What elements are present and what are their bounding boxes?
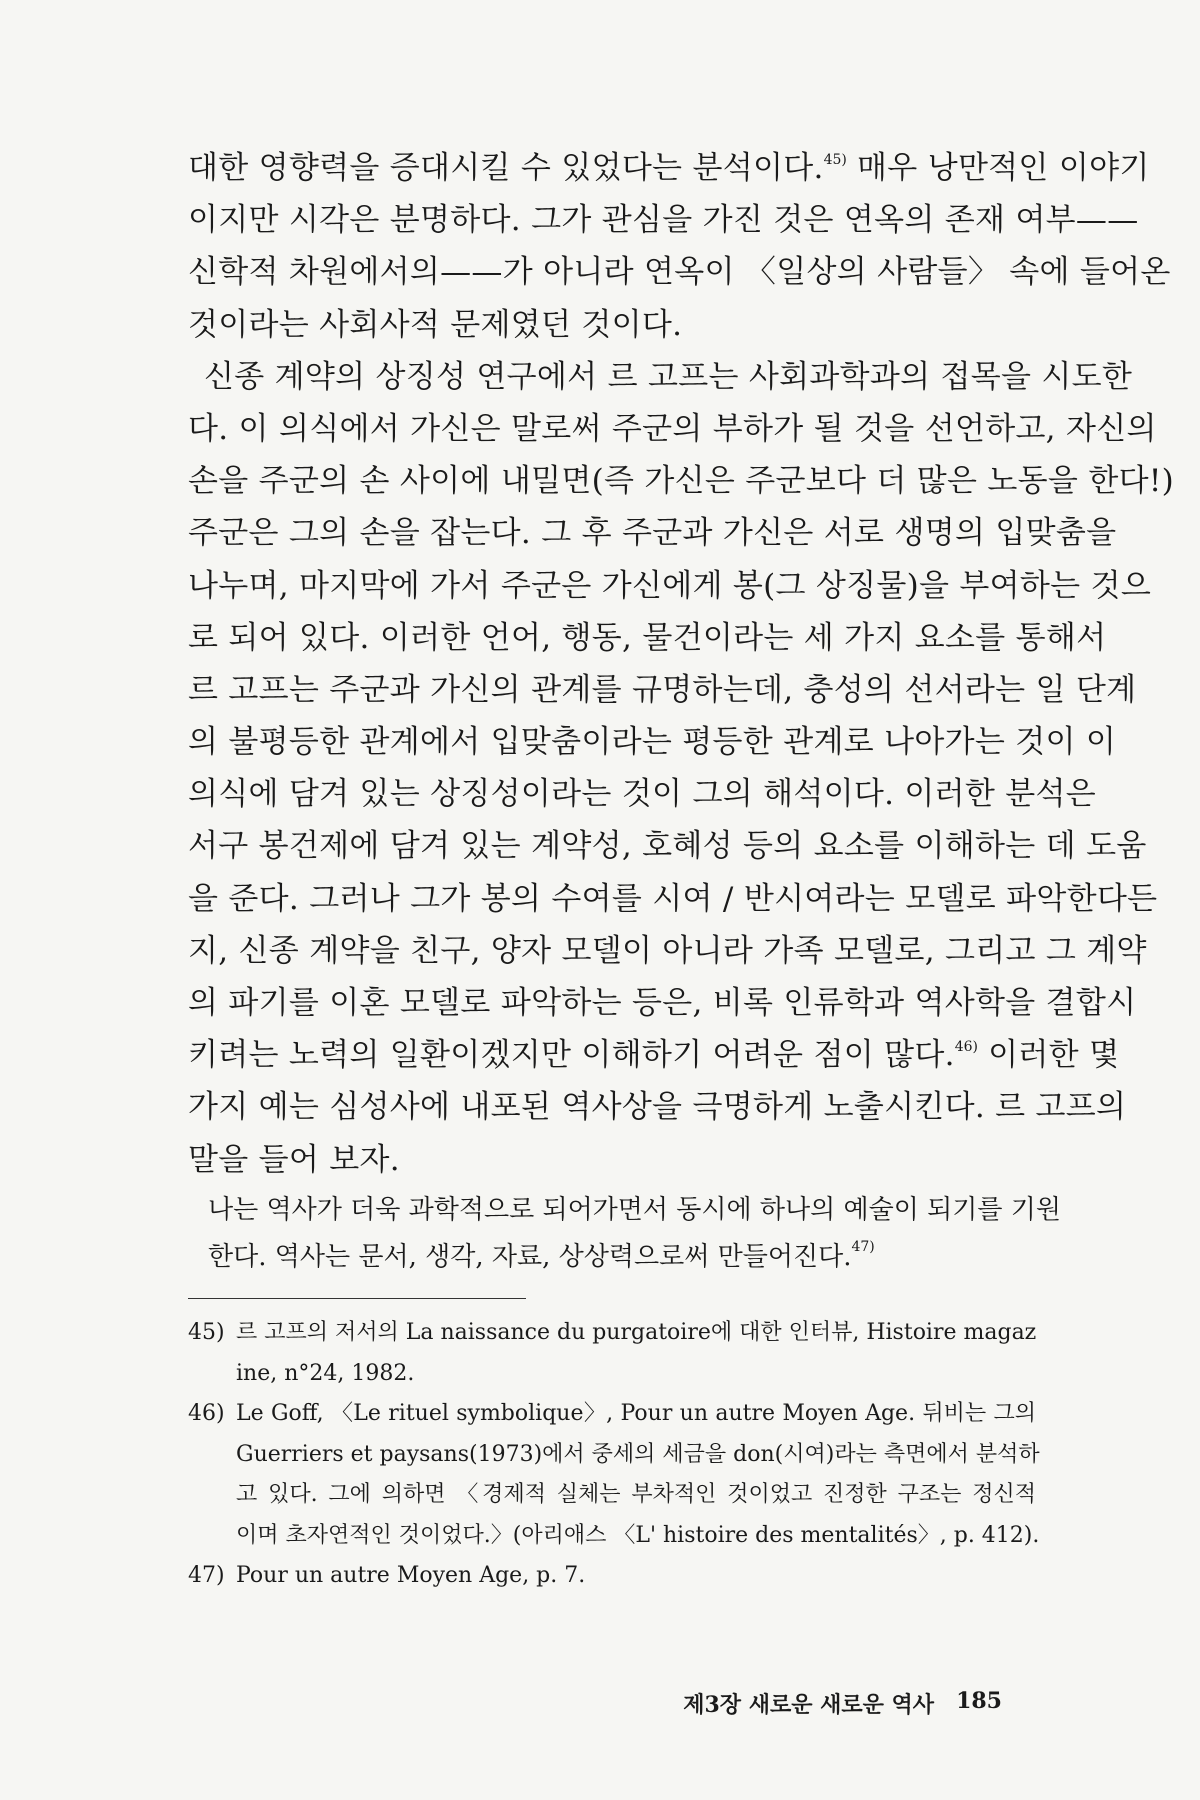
body-line: 가지 예는 심성사에 내포된 역사상을 극명하게 노출시킨다. 르 고프의: [188, 1089, 1127, 1126]
body-line: 로 되어 있다. 이러한 언어, 행동, 물건이라는 세 가지 요소를 통해서: [188, 619, 1107, 656]
footnote-line: Le Goff, 〈Le rituel symbolique〉, Pour un autre Moyen Age. 뒤비는 그의: [236, 1401, 1036, 1426]
footnote-47: [188, 1556, 1036, 1597]
footnote-number: 45): [188, 1320, 225, 1345]
footnote-line: 고 있다. 그에 의하면 〈경제적 실체는 부차적인 것이었고 진정한 구조는 정신적: [236, 1482, 1036, 1507]
footnote-ref-47[interactable]: 47): [851, 1239, 875, 1255]
quote-line: [208, 1234, 1036, 1281]
footnote-line: 이며 초자연적인 것이었다.〉(아리애스 〈L' histoire des mentalités〉, p. 412).: [236, 1522, 1040, 1548]
body-line: 말을 들어 보자.: [188, 1141, 400, 1178]
body-text: [188, 142, 1174, 1186]
body-line: 의식에 담겨 있는 상징성이라는 것이 그의 해석이다. 이러한 분석은: [188, 776, 1097, 813]
body-line: 신종 계약의 상징성 연구에서 르 고프는 사회과학과의 접목을 시도한: [204, 358, 1133, 395]
quote-line-text: 한다. 역사는 문서, 생각, 자료, 상상력으로써 만들어진다.: [208, 1242, 852, 1272]
footnote-divider: [188, 1298, 526, 1299]
page-footer: [683, 1688, 1002, 1719]
page-number: 185: [956, 1688, 1002, 1714]
body-line: 신학적 차원에서의——가 아니라 연옥이 〈일상의 사람들〉 속에 들어온: [188, 254, 1171, 291]
quote-line: 나는 역사가 더욱 과학적으로 되어가면서 동시에 하나의 예술이 되기를 기원: [208, 1195, 1061, 1225]
body-line: [188, 142, 1150, 194]
body-line: 주군은 그의 손을 잡는다. 그 후 주군과 가신은 서로 생명의 입맞춤을: [188, 515, 1117, 552]
body-line: 르 고프는 주군과 가신의 관계를 규명하는데, 충성의 선서라는 일 단계: [188, 671, 1137, 708]
body-line: 지, 신종 계약을 친구, 양자 모델이 아니라 가족 모델로, 그리고 그 계약: [188, 932, 1147, 969]
block-quote: [208, 1187, 1061, 1281]
body-line: [188, 1029, 1120, 1081]
footnote-45: [188, 1313, 1036, 1394]
body-line: 서구 봉건제에 담겨 있는 계약성, 호혜성 등의 요소를 이해하는 데 도움: [188, 828, 1147, 865]
footnotes: [188, 1313, 1040, 1597]
footnote-line: ine, n°24, 1982.: [236, 1360, 415, 1386]
footnote-ref-46[interactable]: 46): [954, 1039, 979, 1056]
body-line-text: 키려는 노력의 일환이겠지만 이해하기 어려운 점이 많다.: [188, 1037, 955, 1074]
footnote-line: Pour un autre Moyen Age, p. 7.: [236, 1563, 586, 1588]
body-line: 의 파기를 이혼 모델로 파악하는 등은, 비록 인류학과 역사학을 결합시: [188, 985, 1137, 1021]
footnote-46: [188, 1394, 1040, 1556]
footnote-line: 르 고프의 저서의 La naissance du purgatoire에 대한 인터뷰, Histoire magaz: [236, 1320, 1037, 1345]
body-line: 나누며, 마지막에 가서 주군은 가신에게 봉(그 상징물)을 부여하는 것으: [188, 567, 1152, 604]
body-line-text: 매우 낭만적인 이야기: [857, 150, 1150, 186]
footnote-number: 47): [188, 1563, 225, 1588]
body-line: 다. 이 의식에서 가신은 말로써 주군의 부하가 될 것을 선언하고, 자신의: [188, 410, 1157, 447]
running-head-chapter: 제3장 새로운 새로운 역사: [683, 1692, 935, 1718]
body-line: 을 준다. 그러나 그가 봉의 수여를 시여 / 반시여라는 모델로 파악한다든: [188, 880, 1158, 917]
body-line: 의 불평등한 관계에서 입맞춤이라는 평등한 관계로 나아가는 것이 이: [188, 724, 1117, 761]
footnote-line: Guerriers et paysans(1973)에서 중세의 세금을 don(시여)라는 측면에서 분석하: [236, 1441, 1040, 1467]
body-line: 이지만 시각은 분명하다. 그가 관심을 가진 것은 연옥의 존재 여부——: [188, 202, 1139, 239]
footnote-number: 46): [188, 1401, 225, 1426]
body-line-text: 대한 영향력을 증대시킬 수 있었다는 분석이다.: [188, 150, 824, 186]
body-line: 것이라는 사회사적 문제였던 것이다.: [188, 306, 683, 343]
body-line-text: 이러한 몇: [988, 1037, 1120, 1074]
footnote-ref-45[interactable]: 45): [823, 152, 847, 168]
body-line: 손을 주군의 손 사이에 내밀면(즉 가신은 주군보다 더 많은 노동을 한다!): [188, 463, 1174, 500]
